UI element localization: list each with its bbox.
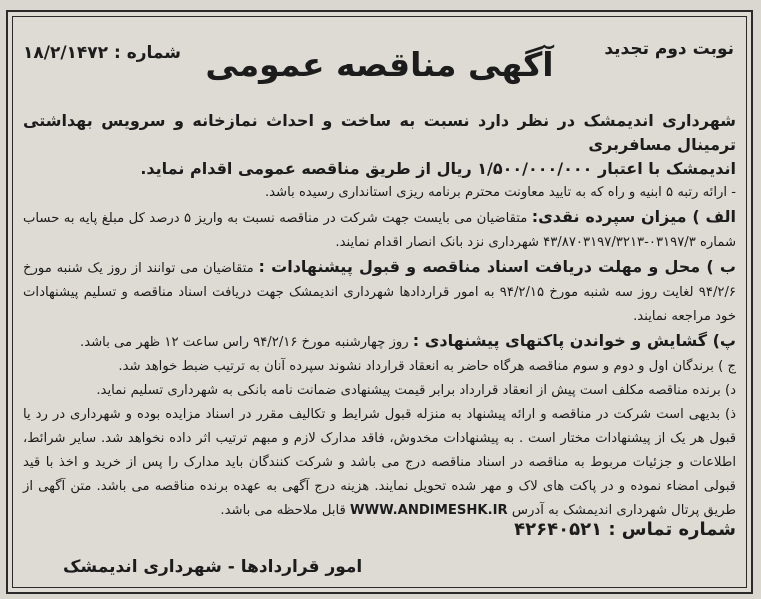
- clause-c: ج ) برندگان اول و دوم و سوم مناقصه هرگاه حاضر به انعقاد قرارداد نشوند سپرده آنان به ترتیب ضبط خواهد شد.: [118, 359, 736, 374]
- section-b: [23, 255, 736, 329]
- intro-line-3: - ارائه رتبه ۵ ابنیه و راه که به تایید معاونت محترم برنامه ریزی استانداری رسیده باشد.: [264, 185, 736, 200]
- notice-header: [13, 17, 746, 87]
- section-p-heading: پ) گشایش و خواندن پاکتهای پیشنهادی :: [412, 331, 736, 350]
- section-b-heading: ب ) محل و مهلت دریافت اسناد مناقصه و قبول پیشنهادات :: [258, 257, 736, 276]
- notice-frame: [12, 16, 747, 588]
- website-link[interactable]: WWW.ANDIMESHK.IR: [350, 503, 508, 518]
- notice-number: شماره : ۱۸/۲/۱۴۷۲: [23, 43, 182, 63]
- section-a: [23, 205, 736, 255]
- section-a-heading: الف ) میزان سپرده نقدی:: [531, 207, 736, 226]
- notice-footer: [23, 519, 736, 579]
- clause-z-text: ذ) بدیهی است شرکت در مناقصه و ارائه پیشنهاد به منزله قبول شرایط و تکالیف مقرر در اسناد مزایده بوده و شهرداری در رد یا قبول هر یک از پیشنهادات مختار است . به پیشنهادات مخدوش، فاقد مدارک لازم و مبهم ترتیب اثر داده نخواهد شد. سایر شرائط، اطلاعات و جزئیات مربوط به مناقصه در اسناد مناقصه درج می باشد و شرکت کنندگان باید مدارک را پس از خرید و اخذ با قید قبولی امضاء نموده و در پاکت های لاک و مهر شده تحویل نمایند. هزینه درج آگهی به عهده برنده مناقصه می باشد. متن آگهی از طریق پرتال شهرداری اندیمشک به آدرس: [23, 407, 736, 518]
- notice-title: آگهی مناقصه عمومی: [205, 45, 554, 84]
- issuing-office: امور قراردادها - شهرداری اندیمشک: [63, 557, 363, 577]
- section-p: [23, 329, 736, 355]
- clause-z: [23, 403, 736, 523]
- clause-z-end: قابل ملاحظه می باشد.: [220, 503, 346, 518]
- tender-notice: [6, 10, 753, 594]
- notice-body: [23, 109, 736, 523]
- section-a-text: متقاضیان می بایست جهت شرکت در مناقصه نسبت به واریز ۵ درصد کل مبلغ پایه به حساب شماره ۰۳۱۹۷/۳-۴۳/۸۷۰۳۱۹۷/۳۲۱۳ شهرداری نزد بانک انصار اقدام نمایند.: [23, 211, 736, 250]
- intro-line-1: شهرداری اندیمشک در نظر دارد نسبت به ساخت و احداث نمازخانه و سرویس بهداشتی ترمینال مسافربری: [23, 111, 736, 154]
- intro-line-2: اندیمشک با اعتبار ۱/۵۰۰/۰۰۰/۰۰۰ ریال از طریق مناقصه عمومی اقدام نماید.: [140, 159, 736, 178]
- section-b-text: متقاضیان می توانند از روز یک شنبه مورخ ۹۴/۲/۶ لغایت روز سه شنبه مورخ ۹۴/۲/۱۵ به امور قراردادها شهرداری اندیمشک جهت دریافت اسناد مناقصه و تسلیم پیشنهادات خود مراجعه نمایند.: [23, 261, 736, 324]
- section-p-text: روز چهارشنبه مورخ ۹۴/۲/۱۶ راس ساعت ۱۲ ظهر می باشد.: [80, 335, 409, 350]
- clause-d: د) برنده مناقصه مکلف است پیش از انعقاد قرارداد برابر قیمت پیشنهادی ضمانت نامه بانکی به شهرداری تسلیم نماید.: [96, 383, 736, 398]
- round-label: نوبت دوم تجدید: [604, 39, 734, 59]
- contact-number: شماره تماس : ۴۲۶۴۰۵۲۱: [514, 519, 736, 540]
